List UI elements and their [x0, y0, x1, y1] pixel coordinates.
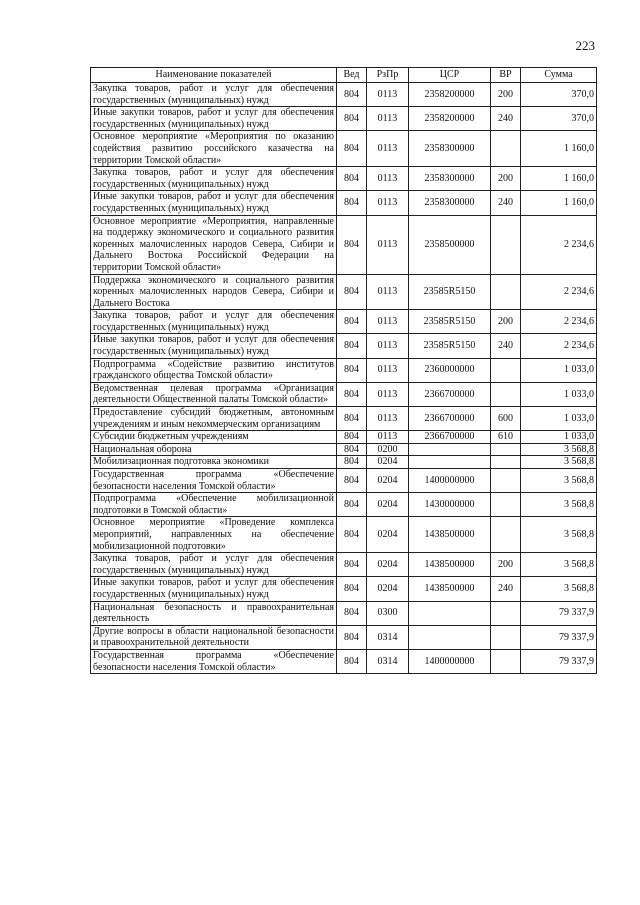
table-row — [91, 577, 597, 601]
row-sum: 3 568,8 — [521, 553, 597, 577]
row-csr — [409, 456, 491, 469]
row-rzpr: 0113 — [367, 107, 409, 131]
row-rzpr: 0113 — [367, 83, 409, 107]
row-rzpr: 0113 — [367, 382, 409, 406]
row-sum: 370,0 — [521, 83, 597, 107]
row-vr: 610 — [491, 431, 521, 444]
row-ved: 804 — [337, 167, 367, 191]
table-row — [91, 83, 597, 107]
table-row — [91, 649, 597, 673]
table-row — [91, 107, 597, 131]
table-row — [91, 469, 597, 493]
row-vr — [491, 493, 521, 517]
header-csr: ЦСР — [409, 68, 491, 83]
row-ved: 804 — [337, 274, 367, 310]
row-name: Иные закупки товаров, работ и услуг для обеспечения государственных (муниципальных) нужд — [91, 107, 337, 131]
row-ved: 804 — [337, 83, 367, 107]
row-csr: 2358200000 — [409, 83, 491, 107]
row-ved: 804 — [337, 107, 367, 131]
header-sum: Сумма — [521, 68, 597, 83]
row-csr: 1438500000 — [409, 577, 491, 601]
row-vr — [491, 358, 521, 382]
row-vr: 240 — [491, 577, 521, 601]
row-vr — [491, 131, 521, 167]
row-rzpr: 0204 — [367, 577, 409, 601]
row-rzpr: 0204 — [367, 469, 409, 493]
header-vr: ВР — [491, 68, 521, 83]
table-row — [91, 191, 597, 215]
row-ved: 804 — [337, 191, 367, 215]
row-csr: 2358500000 — [409, 215, 491, 274]
row-sum: 79 337,9 — [521, 625, 597, 649]
row-sum: 3 568,8 — [521, 469, 597, 493]
row-csr: 2358300000 — [409, 191, 491, 215]
row-csr: 1438500000 — [409, 553, 491, 577]
row-ved: 804 — [337, 443, 367, 456]
row-name: Предоставление субсидий бюджетным, автономным учреждениям и иным некоммерческим организациям — [91, 407, 337, 431]
row-vr: 200 — [491, 83, 521, 107]
table-row — [91, 382, 597, 406]
row-rzpr: 0113 — [367, 310, 409, 334]
row-sum: 3 568,8 — [521, 577, 597, 601]
row-csr: 2358300000 — [409, 167, 491, 191]
row-ved: 804 — [337, 382, 367, 406]
row-rzpr: 0204 — [367, 517, 409, 553]
row-ved: 804 — [337, 310, 367, 334]
table-row — [91, 131, 597, 167]
row-vr — [491, 625, 521, 649]
row-ved: 804 — [337, 553, 367, 577]
table-row — [91, 601, 597, 625]
header-name: Наименование показателей — [91, 68, 337, 83]
row-vr — [491, 274, 521, 310]
row-sum: 1 160,0 — [521, 167, 597, 191]
row-ved: 804 — [337, 334, 367, 358]
table-row — [91, 493, 597, 517]
row-csr: 23585R5150 — [409, 334, 491, 358]
row-vr: 200 — [491, 553, 521, 577]
row-name: Государственная программа «Обеспечение безопасности населения Томской области» — [91, 649, 337, 673]
row-csr: 2366700000 — [409, 382, 491, 406]
row-vr: 200 — [491, 310, 521, 334]
row-sum: 1 033,0 — [521, 431, 597, 444]
row-ved: 804 — [337, 469, 367, 493]
row-csr: 2358200000 — [409, 107, 491, 131]
header-ved: Вед — [337, 68, 367, 83]
row-name: Ведомственная целевая программа «Организация деятельности Общественной палаты Томской области» — [91, 382, 337, 406]
row-ved: 804 — [337, 649, 367, 673]
row-name: Национальная безопасность и правоохранительная деятельность — [91, 601, 337, 625]
row-vr — [491, 469, 521, 493]
row-rzpr: 0113 — [367, 358, 409, 382]
row-csr: 2360000000 — [409, 358, 491, 382]
row-rzpr: 0204 — [367, 456, 409, 469]
header-rzpr: РзПр — [367, 68, 409, 83]
row-vr — [491, 443, 521, 456]
row-rzpr: 0113 — [367, 407, 409, 431]
row-rzpr: 0113 — [367, 274, 409, 310]
row-name: Основное мероприятие «Мероприятия по оказанию содействия развитию российского казачества на территории Томской области» — [91, 131, 337, 167]
row-csr — [409, 601, 491, 625]
row-csr — [409, 443, 491, 456]
row-ved: 804 — [337, 431, 367, 444]
row-name: Национальная оборона — [91, 443, 337, 456]
page-number: 223 — [575, 38, 595, 53]
table-row — [91, 517, 597, 553]
row-csr: 23585R5150 — [409, 310, 491, 334]
row-vr — [491, 382, 521, 406]
row-name: Другие вопросы в области национальной безопасности и правоохранительной деятельности — [91, 625, 337, 649]
row-name: Основное мероприятие «Проведение комплекса мероприятий, направленных на обеспечение мобилизационной подготовки» — [91, 517, 337, 553]
row-vr: 240 — [491, 191, 521, 215]
table-row — [91, 215, 597, 274]
row-rzpr: 0113 — [367, 191, 409, 215]
table-row — [91, 358, 597, 382]
row-name: Закупка товаров, работ и услуг для обеспечения государственных (муниципальных) нужд — [91, 310, 337, 334]
row-sum: 1 033,0 — [521, 407, 597, 431]
row-sum: 79 337,9 — [521, 649, 597, 673]
row-name: Закупка товаров, работ и услуг для обеспечения государственных (муниципальных) нужд — [91, 83, 337, 107]
row-csr: 1400000000 — [409, 649, 491, 673]
row-csr: 1438500000 — [409, 517, 491, 553]
row-rzpr: 0204 — [367, 553, 409, 577]
row-sum: 1 160,0 — [521, 131, 597, 167]
table-header-row — [91, 68, 597, 83]
row-rzpr: 0113 — [367, 334, 409, 358]
row-vr: 240 — [491, 107, 521, 131]
row-name: Субсидии бюджетным учреждениям — [91, 431, 337, 444]
table-row — [91, 407, 597, 431]
row-vr — [491, 649, 521, 673]
table-row — [91, 310, 597, 334]
row-rzpr: 0314 — [367, 649, 409, 673]
row-rzpr: 0113 — [367, 167, 409, 191]
row-ved: 804 — [337, 215, 367, 274]
row-vr: 240 — [491, 334, 521, 358]
row-sum: 79 337,9 — [521, 601, 597, 625]
row-name: Иные закупки товаров, работ и услуг для обеспечения государственных (муниципальных) нужд — [91, 191, 337, 215]
row-sum: 3 568,8 — [521, 456, 597, 469]
row-csr — [409, 625, 491, 649]
table-row — [91, 625, 597, 649]
row-rzpr: 0314 — [367, 625, 409, 649]
row-csr: 2358300000 — [409, 131, 491, 167]
row-name: Закупка товаров, работ и услуг для обеспечения государственных (муниципальных) нужд — [91, 167, 337, 191]
row-ved: 804 — [337, 625, 367, 649]
row-csr: 1400000000 — [409, 469, 491, 493]
row-vr — [491, 601, 521, 625]
row-sum: 1 033,0 — [521, 358, 597, 382]
row-sum: 2 234,6 — [521, 274, 597, 310]
row-name: Основное мероприятие «Мероприятия, направленные на поддержку экономического и социального развития коренных малочисленных народов Севера, Сибири и Дальнего Востока Российской Федерации на территории Томской области» — [91, 215, 337, 274]
table-row — [91, 167, 597, 191]
row-sum: 1 033,0 — [521, 382, 597, 406]
row-ved: 804 — [337, 517, 367, 553]
row-sum: 2 234,6 — [521, 334, 597, 358]
budget-table — [90, 67, 597, 674]
row-name: Закупка товаров, работ и услуг для обеспечения государственных (муниципальных) нужд — [91, 553, 337, 577]
row-vr — [491, 215, 521, 274]
row-csr: 2366700000 — [409, 407, 491, 431]
row-name: Поддержка экономического и социального развития коренных малочисленных народов Севера, Сибири и Дальнего Востока — [91, 274, 337, 310]
row-sum: 1 160,0 — [521, 191, 597, 215]
row-name: Подпрограмма «Содействие развитию институтов гражданского общества Томской области» — [91, 358, 337, 382]
table-row — [91, 334, 597, 358]
row-ved: 804 — [337, 577, 367, 601]
row-sum: 3 568,8 — [521, 517, 597, 553]
row-ved: 804 — [337, 601, 367, 625]
row-vr — [491, 517, 521, 553]
table-row — [91, 443, 597, 456]
row-rzpr: 0113 — [367, 215, 409, 274]
row-name: Иные закупки товаров, работ и услуг для обеспечения государственных (муниципальных) нужд — [91, 334, 337, 358]
row-vr — [491, 456, 521, 469]
row-name: Мобилизационная подготовка экономики — [91, 456, 337, 469]
row-vr: 600 — [491, 407, 521, 431]
table-row — [91, 456, 597, 469]
row-csr: 23585R5150 — [409, 274, 491, 310]
row-sum: 3 568,8 — [521, 443, 597, 456]
row-rzpr: 0113 — [367, 131, 409, 167]
row-csr: 1430000000 — [409, 493, 491, 517]
row-rzpr: 0113 — [367, 431, 409, 444]
row-name: Иные закупки товаров, работ и услуг для обеспечения государственных (муниципальных) нужд — [91, 577, 337, 601]
row-name: Подпрограмма «Обеспечение мобилизационной подготовки в Томской области» — [91, 493, 337, 517]
row-sum: 370,0 — [521, 107, 597, 131]
row-ved: 804 — [337, 456, 367, 469]
table-row — [91, 274, 597, 310]
table-row — [91, 431, 597, 444]
row-sum: 2 234,6 — [521, 310, 597, 334]
row-ved: 804 — [337, 407, 367, 431]
row-ved: 804 — [337, 358, 367, 382]
row-rzpr: 0204 — [367, 493, 409, 517]
row-sum: 3 568,8 — [521, 493, 597, 517]
row-name: Государственная программа «Обеспечение безопасности населения Томской области» — [91, 469, 337, 493]
row-sum: 2 234,6 — [521, 215, 597, 274]
row-vr: 200 — [491, 167, 521, 191]
row-ved: 804 — [337, 493, 367, 517]
table-row — [91, 553, 597, 577]
row-csr: 2366700000 — [409, 431, 491, 444]
row-ved: 804 — [337, 131, 367, 167]
row-rzpr: 0200 — [367, 443, 409, 456]
row-rzpr: 0300 — [367, 601, 409, 625]
